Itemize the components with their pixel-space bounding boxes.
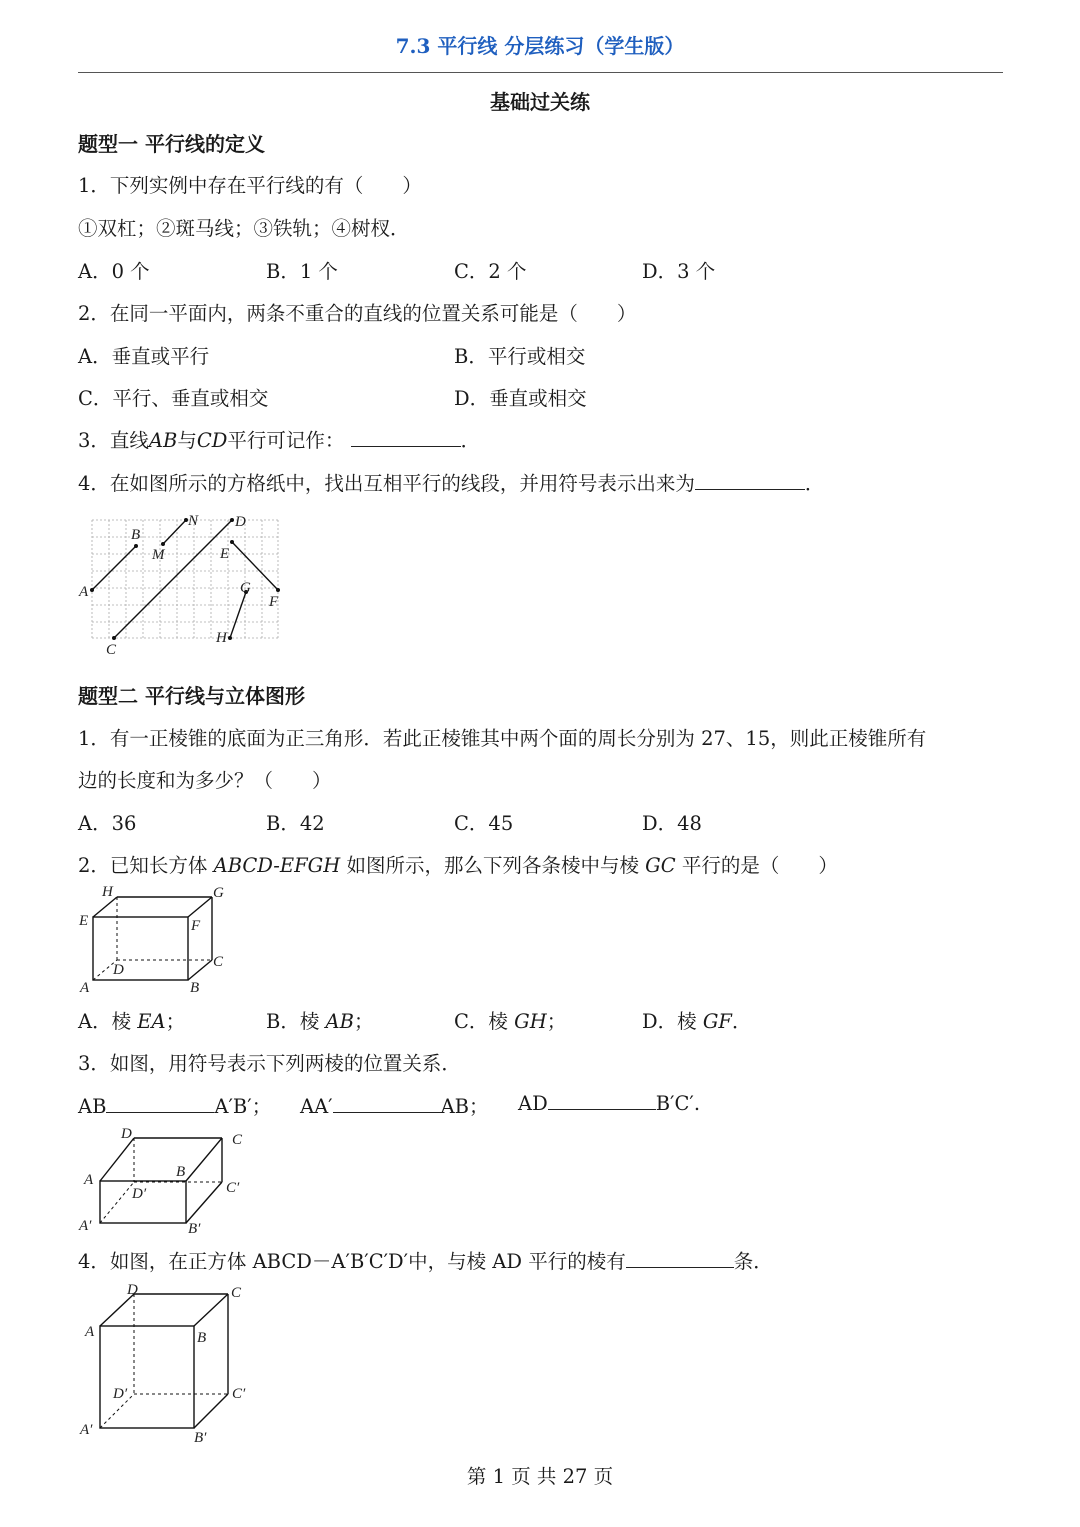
s2-q1-line2: 边的长度和为多少？（ ） — [78, 769, 332, 792]
s1-q1-stem: 1．下列实例中存在平行线的有（ ） — [78, 174, 422, 197]
s2-q3-stem: 3．如图，用符号表示下列两棱的位置关系． — [78, 1052, 461, 1075]
label-g: G — [213, 885, 224, 901]
s1-q4-answer-blank[interactable] — [695, 471, 805, 490]
label-g: G — [240, 580, 251, 596]
s2-q1-option-d: D．48 — [642, 812, 702, 835]
s1-q3-answer-blank[interactable] — [351, 428, 461, 447]
s2-q2-option-c: C．棱 GH； — [454, 1010, 567, 1033]
s2-q1-option-b: B．42 — [266, 812, 325, 835]
section2-title: 题型二 平行线与立体图形 — [78, 684, 305, 708]
label-c: C — [106, 642, 117, 658]
label-b: B — [190, 980, 200, 996]
document-header-title: 7.3 平行线 分层练习（学生版） — [395, 34, 685, 58]
label-b: B — [176, 1164, 186, 1180]
cube-q4-figure — [76, 1282, 266, 1448]
s2-q3-fill-3: AD B′C′. — [518, 1092, 701, 1115]
label-c-prime: C′ — [232, 1386, 246, 1402]
s2-q2-option-a: A．棱 EA； — [78, 1010, 186, 1033]
s1-q3-line: 3．直线AB与CD平行可记作： ． — [78, 429, 481, 452]
header-divider — [78, 72, 1003, 73]
label-d: D — [235, 514, 246, 530]
label-b: B — [197, 1330, 207, 1346]
s1-q1-option-c: C．2 个 — [454, 260, 527, 283]
label-d: D — [113, 962, 124, 978]
label-a: A — [84, 1172, 94, 1188]
label-n: N — [188, 513, 199, 529]
s1-q2-option-d: D．垂直或相交 — [454, 387, 587, 410]
segment-ef — [232, 542, 278, 590]
label-a: A — [80, 980, 90, 996]
label-h: H — [102, 884, 113, 900]
label-c: C — [213, 954, 224, 970]
s2-q3-blank-1[interactable] — [106, 1094, 214, 1113]
s2-q4-answer-blank[interactable] — [626, 1249, 734, 1268]
cuboid-efgh-figure — [76, 882, 236, 996]
label-d-prime: D′ — [113, 1386, 128, 1402]
label-a-prime: A′ — [80, 1422, 93, 1438]
s1-q2-stem: 2．在同一平面内，两条不重合的直线的位置关系可能是（ ） — [78, 302, 637, 325]
label-d: D — [121, 1126, 132, 1142]
s2-q1-line1: 1．有一正棱锥的底面为正三角形．若此正棱锥其中两个面的周长分别为 27、15，则此正棱锥所有 — [78, 727, 927, 750]
label-a: A — [85, 1324, 95, 1340]
segment-mn — [163, 520, 186, 544]
s1-q1-items: ①双杠；②斑马线；③铁轨；④树杈． — [78, 217, 410, 240]
label-a-prime: A′ — [79, 1218, 92, 1234]
label-b: B — [131, 527, 141, 543]
section1-title: 题型一 平行线的定义 — [78, 132, 265, 156]
s1-q2-option-b: B．平行或相交 — [454, 345, 586, 368]
s2-q4-line: 4．如图，在正方体 ABCD－A′B′C′D′中，与棱 AD 平行的棱有 条． — [78, 1250, 773, 1273]
grid-paper-figure — [76, 510, 286, 658]
s2-q3-fill-1: AB A′B′； — [78, 1095, 272, 1118]
segment-ab — [92, 546, 136, 590]
label-d: D — [127, 1282, 138, 1298]
label-a: A — [79, 584, 89, 600]
cuboid-q3-figure — [76, 1124, 252, 1236]
s2-q3-fill-2: AA′ AB； — [300, 1095, 489, 1118]
segments — [92, 520, 278, 638]
label-b-prime: B′ — [194, 1430, 207, 1446]
label-c: C — [231, 1285, 242, 1301]
label-m: M — [152, 547, 165, 563]
section-heading: 基础过关练 — [490, 90, 590, 114]
s2-q3-blank-2[interactable] — [333, 1094, 441, 1113]
label-b-prime: B′ — [188, 1221, 201, 1236]
s1-q1-option-b: B．1 个 — [266, 260, 338, 283]
label-f: F — [191, 918, 201, 934]
label-c-prime: C′ — [226, 1180, 240, 1196]
page-footer: 第 1 页 共 27 页 — [466, 1465, 614, 1488]
s2-q2-stem: 2．已知长方体 ABCD-EFGH 如图所示，那么下列各条棱中与棱 GC 平行的是（ ） — [78, 854, 838, 877]
s2-q3-blank-3[interactable] — [548, 1091, 656, 1110]
label-e: E — [220, 546, 230, 562]
s2-q1-option-a: A．36 — [78, 812, 137, 835]
label-h: H — [216, 630, 227, 646]
s2-q1-option-c: C．45 — [454, 812, 514, 835]
s1-q2-option-c: C．平行、垂直或相交 — [78, 387, 269, 410]
s1-q1-option-d: D．3 个 — [642, 260, 716, 283]
label-f: F — [269, 594, 279, 610]
s1-q2-option-a: A．垂直或平行 — [78, 345, 210, 368]
segment-gh — [230, 592, 246, 638]
grid-lines — [92, 520, 278, 638]
s2-q2-option-b: B．棱 AB； — [266, 1010, 374, 1033]
s1-q4-line: 4．在如图所示的方格纸中，找出互相平行的线段，并用符号表示出来为 ． — [78, 472, 825, 495]
label-c: C — [232, 1132, 243, 1148]
s2-q2-option-d: D．棱 GF． — [642, 1010, 752, 1033]
label-e: E — [79, 913, 89, 929]
s1-q1-option-a: A．0 个 — [78, 260, 150, 283]
label-d-prime: D′ — [132, 1186, 147, 1202]
